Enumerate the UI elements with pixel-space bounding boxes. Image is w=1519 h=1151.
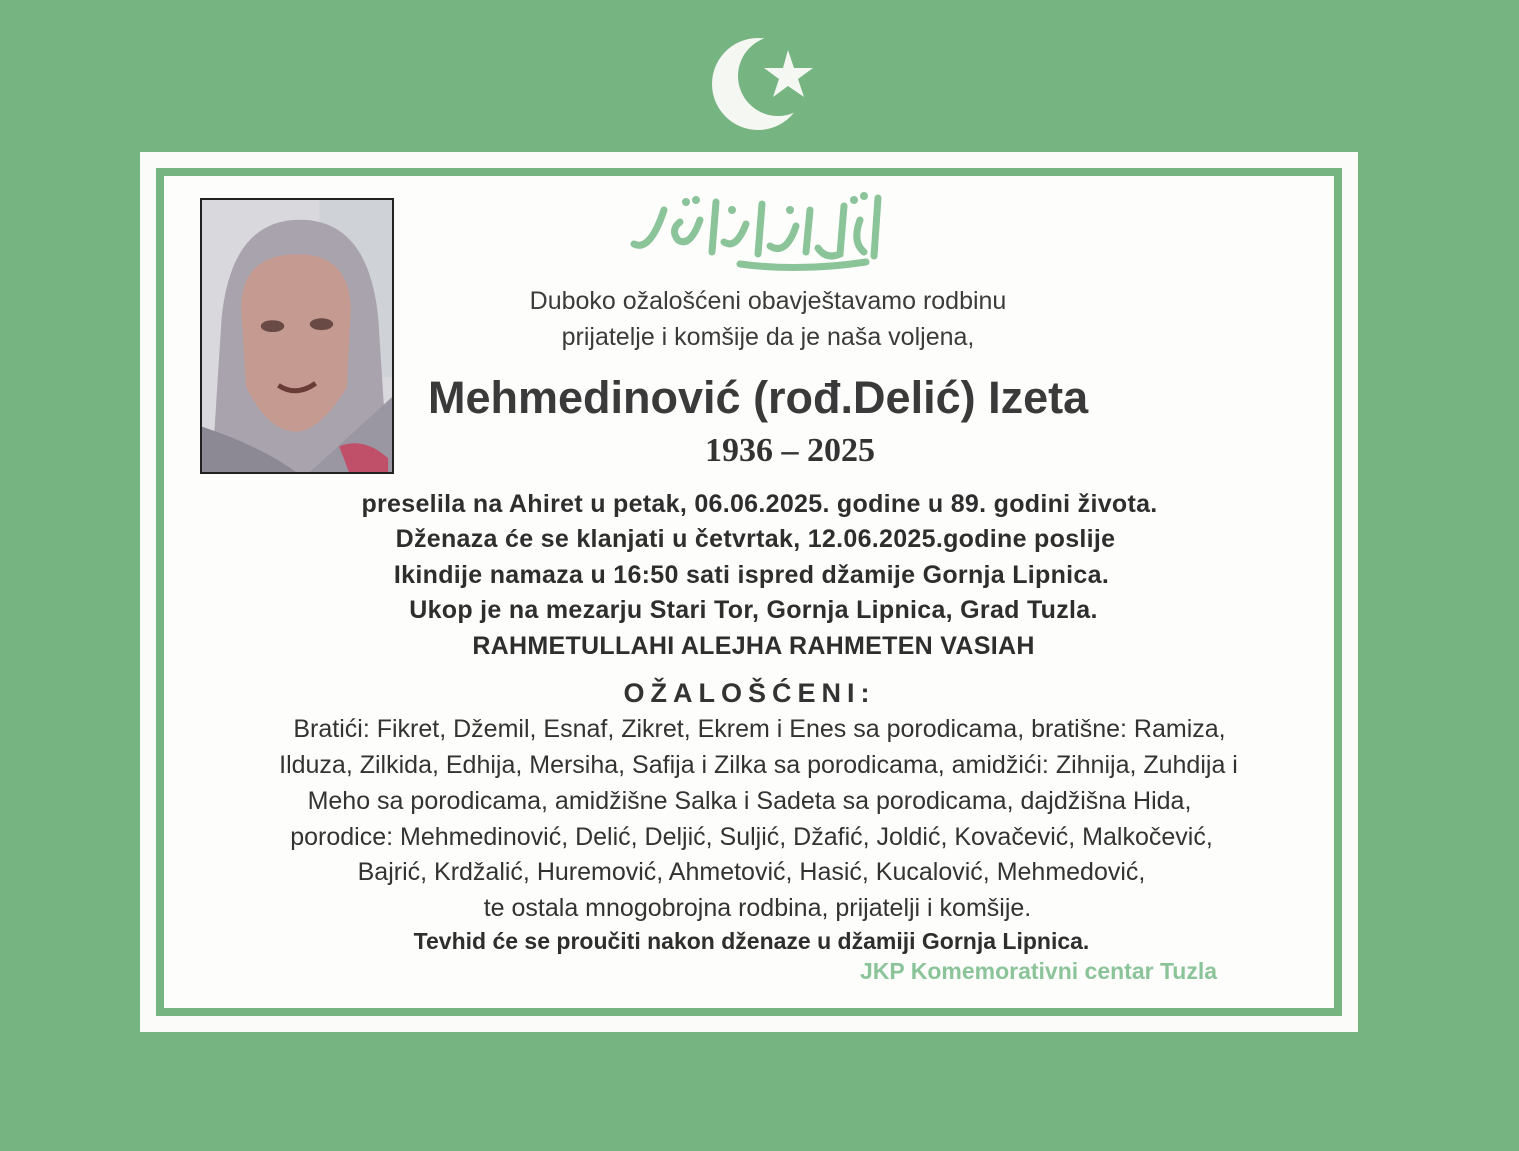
portrait-photo — [200, 198, 394, 474]
announcement-line: preselila na Ahiret u petak, 06.06.2025. godine u 89. godini života. — [361, 490, 1158, 518]
announcement-line: Dženaza će se klanjati u četvrtak, 12.06.2025.godine poslije — [395, 525, 1116, 553]
tevhid-line: Tevhid će se proučiti nakon dženaze u džamiji Gornja Lipnica. — [413, 928, 1090, 954]
intro-line-2: prijatelje i komšije da je naša voljena, — [561, 323, 975, 351]
organization-signature: JKP Komemorativni centar Tuzla — [860, 958, 1218, 984]
announcement-line: Ukop je na mezarju Stari Tor, Gornja Lipnica, Grad Tuzla. — [409, 596, 1098, 624]
mourners-line: Bratići: Fikret, Džemil, Esnaf, Zikret, Ekrem i Enes sa porodicama, bratišne: Ramiza, — [293, 715, 1226, 743]
intro-line-1: Duboko ožalošćeni obavještavamo rodbinu — [529, 287, 1007, 315]
prayer-line: RAHMETULLAHI ALEJHA RAHMETEN VASIAH — [472, 632, 1035, 660]
life-years: 1936 – 2025 — [705, 432, 875, 469]
mourners-heading: OŽALOŠĆENI: — [623, 678, 876, 708]
mourners-line: Ilduza, Zilkida, Edhija, Mersiha, Safija i Zilka sa porodicama, amidžići: Zihnija, Zuhdija i — [279, 751, 1238, 779]
deceased-name: Mehmedinović (rođ.Delić) Izeta — [428, 372, 1089, 423]
arabic-calligraphy-icon — [620, 180, 900, 280]
crescent-star-icon — [700, 28, 840, 148]
mourners-line: Bajrić, Krdžalić, Huremović, Ahmetović, Hasić, Kucalović, Mehmedović, — [357, 858, 1146, 886]
mourners-line: Meho sa porodicama, amidžišne Salka i Sadeta sa porodicama, dajdžišna Hida, — [307, 787, 1192, 815]
announcement-line: Ikindije namaza u 16:50 sati ispred džamije Gornja Lipnica. — [393, 561, 1110, 589]
mourners-line: te ostala mnogobrojna rodbina, prijatelji i komšije. — [483, 894, 1032, 922]
mourners-line: porodice: Mehmedinović, Delić, Deljić, Suljić, Džafić, Joldić, Kovačević, Malkočević, — [290, 823, 1213, 851]
